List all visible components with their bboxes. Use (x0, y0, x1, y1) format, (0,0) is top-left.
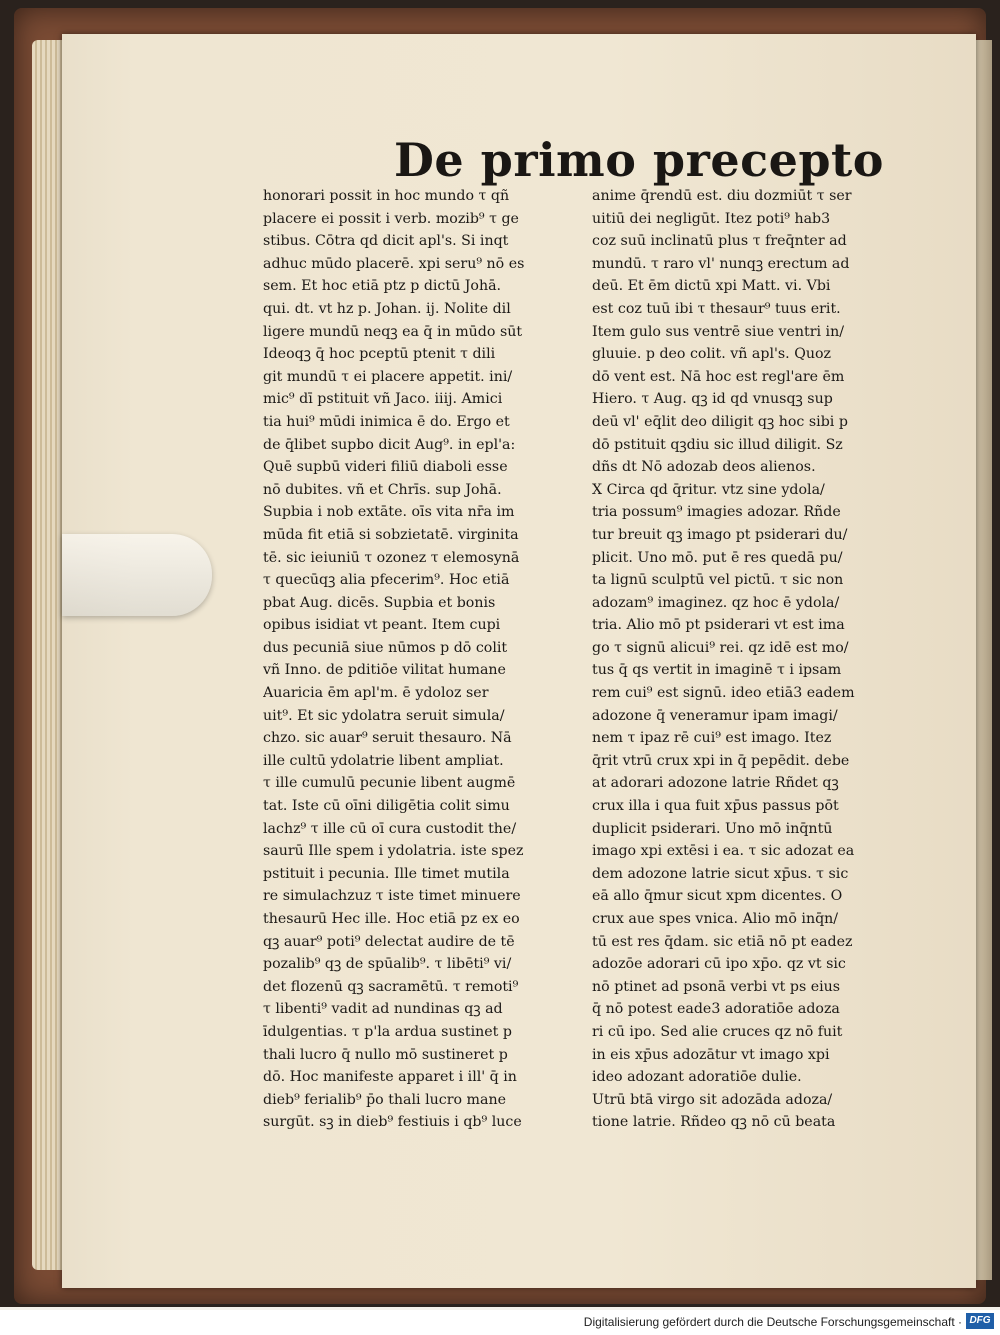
text-line: qꝫ auar⁹ poti⁹ delectat audire de tē (263, 933, 515, 950)
text-line: dem adozone latrie sicut xp̄us. τ sic (592, 865, 849, 882)
text-line: eā allo q̄mur sicut xpm dicentes. O (592, 888, 843, 905)
text-line: mic⁹ dī pstituit vñ Jaco. iiij. Amici (263, 391, 503, 408)
text-line: Auaricia ēm apl'm. ē ydoloz ser (263, 685, 489, 702)
text-line: q̄ nō potest eade3 adoratiōe adoza (592, 1001, 840, 1018)
footer-credit: Digitalisierung gefördert durch die Deutsche Forschungsgemeinschaft · (583, 1315, 962, 1329)
text-line: stibus. Cōtra qd dicit apl's. Si inqt (263, 233, 509, 250)
text-line: ille cultū ydolatrie libent ampliat. (263, 752, 504, 769)
text-line: rem cui⁹ est signū. ideo etiā3 eadem (592, 685, 855, 702)
text-line: τ ille cumulū pecunie libent augmē (263, 775, 516, 792)
text-line: nō ptinet ad psonā verbi vt ps eius (592, 978, 841, 995)
text-line: opibus isidiat vt peant. Item cupi (263, 617, 501, 634)
text-line: ta lignū sculptū vel pictū. τ sic non (592, 572, 844, 589)
text-line: mūda fit etiā si sobzietatē. virginita (263, 526, 519, 543)
text-line: pozalib⁹ qꝫ de spūalib⁹. τ libēti⁹ vi/ (263, 956, 512, 973)
text-line: dus pecuniā siue nūmos p dō colit (263, 639, 508, 656)
text-line: tē. sic ieiuniū τ ozonez τ elemosynā (263, 549, 520, 566)
text-line: adozōe adorari cū ipo xp̄o. qz vt sic (592, 956, 846, 973)
footer-bar (0, 1310, 1000, 1335)
text-line: uit⁹. Et sic ydolatra seruit simula/ (263, 707, 505, 724)
text-line: tus q̄ qs vertit in imaginē τ i ipsam (592, 662, 842, 679)
text-line: Item gulo sus ventrē siue ventri in/ (592, 323, 845, 340)
text-line: gluuie. p deo colit. vñ apl's. Quoz (592, 346, 831, 363)
text-line: surgūt. sꝫ in dieb⁹ festiuis i qb⁹ luce (263, 1114, 522, 1131)
text-line: qui. dt. vt hz p. Johan. ij. Nolite dil (263, 300, 511, 317)
text-line: chzo. sic auar⁹ seruit thesauro. Nā (263, 730, 512, 747)
text-line: tū est res q̄dam. sic etiā nō pt eadez (592, 933, 853, 950)
text-line: dieb⁹ ferialib⁹ p̄o thali lucro mane (263, 1091, 506, 1108)
text-line: coz suū inclinatū plus τ freq̄nter ad (592, 233, 847, 250)
text-line: mundū. τ raro vl' nunqꝫ erectum ad (592, 255, 850, 272)
text-line: adozone q̄ veneramur ipam imagi/ (592, 707, 838, 724)
text-line: est coz tuū ibi τ thesaur⁹ tuus erit. (592, 300, 841, 317)
dfg-logo-icon: DFG (966, 1313, 994, 1329)
text-line: crux aue spes vnica. Alio mō inq̄n/ (592, 911, 839, 927)
text-line: dō vent est. Nā hoc est regl'are ēm (592, 368, 845, 385)
page-clip (62, 534, 212, 616)
text-line: crux illa i qua fuit xp̄us passus pōt (592, 798, 839, 815)
text-line: placere ei possit i verb. mozib⁹ τ ge (263, 210, 519, 227)
text-line: go τ signū alicui⁹ rei. qz idē est mo/ (592, 639, 849, 656)
text-line: tat. Iste cū oīni diligētia colit simu (263, 798, 510, 815)
text-line: dñs dt Nō adozab deos alienos. (592, 459, 816, 476)
text-line: tia hui⁹ mūdi inimica ē do. Ergo et (263, 413, 510, 430)
text-line: in eis xp̄us adozātur vt imago xpi (592, 1046, 830, 1063)
text-line: Supbia i nob extāte. oīs vita nr̄a im (263, 504, 515, 521)
text-line: dō. Hoc manifeste apparet i ill' q̄ in (263, 1069, 517, 1086)
text-line: git mundū τ ei placere appetit. ini/ (263, 368, 513, 385)
text-line: plicit. Uno mō. put ē res quedā pu/ (592, 549, 843, 566)
text-line: nō dubites. vñ et Chrīs. sup Johā. (263, 481, 502, 498)
text-line: tur breuit qꝫ imago pt psiderari du/ (592, 526, 848, 543)
text-line: τ libenti⁹ vadit ad nundinas qꝫ ad (263, 1001, 503, 1018)
text-line: tria possum⁹ imagies adozar. Rñde (592, 504, 841, 521)
left-text-column (263, 185, 581, 1134)
text-line: lachz⁹ τ ille cū oī cura custodit the/ (263, 820, 517, 837)
text-line: Utrū btā virgo sit adozāda adoza/ (592, 1091, 833, 1108)
text-line: pbat Aug. dicēs. Supbia et bonis (263, 594, 496, 611)
text-line: īdulgentias. τ p'la ardua sustinet p (263, 1023, 512, 1040)
text-line: anime q̄rendū est. diu dozmiūt τ ser (592, 188, 852, 204)
text-line: q̄rit vtrū crux xpi in q̄ pepēdit. debe (592, 752, 850, 769)
text-line: de q̄libet supbo dicit Aug⁹. in epl'a: (263, 436, 516, 453)
text-line: adhuc mūdo placerē. xpi seru⁹ nō es (263, 255, 525, 272)
text-line: thali lucro q̄ nullo mō sustineret p (263, 1046, 508, 1063)
text-line: vñ Inno. de pditiōe vilitat humane (263, 662, 506, 679)
text-line: deū vl' eq̄lit deo diligit qꝫ hoc sibi p (592, 413, 848, 430)
text-line: nem τ ipaz rē cui⁹ est imago. Itez (592, 730, 832, 747)
page-title: De primo precepto (394, 133, 884, 187)
text-line: ligere mundū neqꝫ ea q̄ in mūdo sūt (263, 323, 523, 340)
text-line: duplicit psiderari. Uno mō inq̄ntū (592, 820, 833, 837)
text-line: dō pstituit qꝫdiu sic illud diligit. Sz (592, 436, 843, 453)
text-line: sem. Et hoc etiā ptz p dictū Johā. (263, 278, 502, 295)
text-line: Ideoqꝫ q̄ hoc pceptū ptenit τ dili (263, 346, 496, 363)
text-line: imago xpi extēsi i ea. τ sic adozat ea (592, 843, 855, 860)
text-line: uitiū dei negligūt. Itez poti⁹ hab3 (592, 210, 831, 227)
text-line: at adorari adozone latrie Rñdet qꝫ (592, 775, 839, 792)
text-line: thesaurū Hec ille. Hoc etiā pz ex eo (263, 911, 520, 927)
text-line: re simulachzuz τ iste timet minuere (263, 888, 521, 905)
text-line: Quē supbū videri filiū diaboli esse (263, 459, 508, 476)
text-line: pstituit i pecunia. Ille timet mutila (263, 865, 510, 882)
text-line: saurū Ille spem i ydolatria. iste spez (263, 843, 524, 860)
text-line: ideo adozant adoratiōe dulie. (592, 1069, 802, 1086)
text-line: τ quecūqꝫ alia pfecerim⁹. Hoc etiā (263, 572, 510, 589)
text-line: tione latrie. Rñdeo qꝫ nō cū beata (592, 1114, 836, 1131)
text-line: X Circa qd q̄ritur. vtz sine ydola/ (592, 481, 825, 498)
text-line: det flozenū qꝫ sacramētū. τ remoti⁹ (263, 978, 519, 995)
text-line: deū. Et ēm dictū xpi Matt. vi. Vbi (592, 278, 831, 295)
text-line: Hiero. τ Aug. qꝫ id qd vnusqꝫ sup (592, 391, 833, 408)
text-line: tria. Alio mō pt psiderari vt est ima (592, 617, 845, 634)
text-line: ri cū ipo. Sed alie cruces qz nō fuit (592, 1023, 843, 1040)
text-line: honorari possit in hoc mundo τ qñ (263, 188, 510, 204)
right-text-column (592, 185, 910, 1134)
text-line: adozam⁹ imaginez. qz hoc ē ydola/ (592, 594, 840, 611)
